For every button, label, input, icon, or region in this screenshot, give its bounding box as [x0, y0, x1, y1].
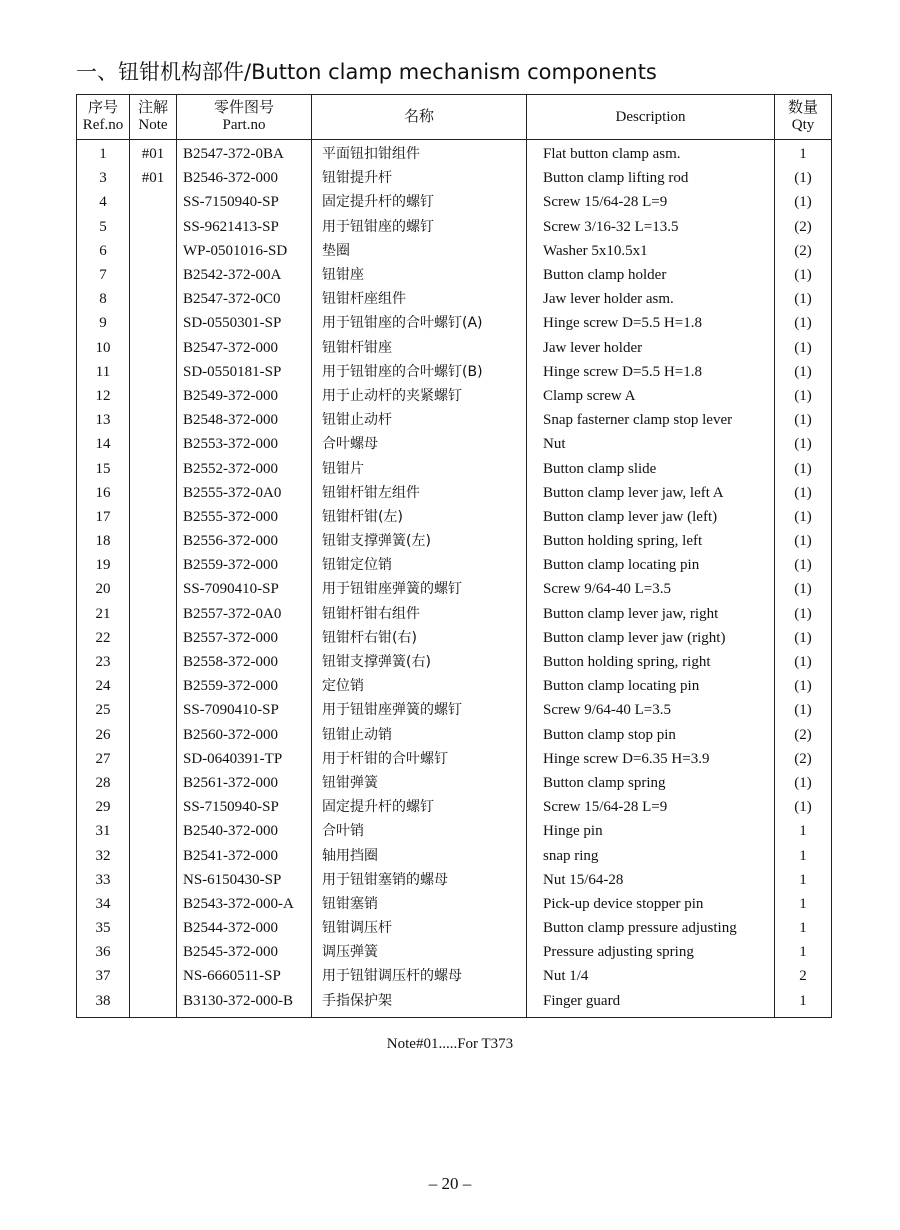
- table-row: [77, 140, 832, 167]
- cell-name: 用于止动杆的夹紧螺钉: [312, 384, 527, 408]
- cell-ref: 12: [77, 384, 130, 408]
- cell-qty: (2): [775, 747, 832, 771]
- header-qty-en: Qty: [791, 117, 815, 133]
- cell-note: [130, 215, 177, 239]
- cell-description: Hinge screw D=5.5 H=1.8: [527, 360, 775, 384]
- cell-part-no: B2549-372-000: [177, 384, 312, 408]
- table-row: [77, 650, 832, 674]
- cell-note: [130, 940, 177, 964]
- cell-qty: (2): [775, 239, 832, 263]
- cell-name: 调压弹簧: [312, 940, 527, 964]
- cell-description: Button clamp stop pin: [527, 723, 775, 747]
- cell-part-no: B2556-372-000: [177, 529, 312, 553]
- cell-note: [130, 505, 177, 529]
- cell-part-no: B2553-372-000: [177, 432, 312, 456]
- cell-name: 用于杆钳的合叶螺钉: [312, 747, 527, 771]
- cell-ref: 8: [77, 287, 130, 311]
- cell-name: 钮钳杆座组件: [312, 287, 527, 311]
- cell-qty: 1: [775, 843, 832, 867]
- header-ref-en: Ref.no: [82, 117, 124, 133]
- cell-qty: (1): [775, 336, 832, 360]
- cell-part-no: B2541-372-000: [177, 843, 312, 867]
- cell-part-no: B2560-372-000: [177, 723, 312, 747]
- cell-note: [130, 819, 177, 843]
- cell-note: [130, 456, 177, 480]
- table-row: [77, 698, 832, 722]
- cell-part-no: B2547-372-000: [177, 336, 312, 360]
- cell-ref: 3: [77, 166, 130, 190]
- cell-ref: 5: [77, 215, 130, 239]
- cell-qty: (1): [775, 432, 832, 456]
- cell-note: [130, 384, 177, 408]
- table-row: [77, 674, 832, 698]
- cell-name: 合叶销: [312, 819, 527, 843]
- cell-note: [130, 868, 177, 892]
- table-row: [77, 989, 832, 1018]
- cell-part-no: NS-6150430-SP: [177, 868, 312, 892]
- table-row: [77, 577, 832, 601]
- cell-part-no: B2559-372-000: [177, 553, 312, 577]
- cell-part-no: SD-0640391-TP: [177, 747, 312, 771]
- table-row: [77, 553, 832, 577]
- cell-description: Screw 9/64-40 L=3.5: [527, 698, 775, 722]
- cell-qty: (1): [775, 553, 832, 577]
- table-row: [77, 795, 832, 819]
- cell-part-no: SS-9621413-SP: [177, 215, 312, 239]
- table-row: [77, 215, 832, 239]
- cell-description: Jaw lever holder: [527, 336, 775, 360]
- cell-note: [130, 698, 177, 722]
- cell-part-no: B2547-372-0C0: [177, 287, 312, 311]
- table-row: [77, 263, 832, 287]
- cell-ref: 32: [77, 843, 130, 867]
- cell-qty: (1): [775, 698, 832, 722]
- cell-note: [130, 432, 177, 456]
- cell-description: Washer 5x10.5x1: [527, 239, 775, 263]
- cell-part-no: B3130-372-000-B: [177, 989, 312, 1018]
- cell-part-no: B2557-372-0A0: [177, 602, 312, 626]
- cell-ref: 11: [77, 360, 130, 384]
- cell-description: Button clamp lever jaw, right: [527, 602, 775, 626]
- cell-qty: (2): [775, 723, 832, 747]
- cell-name: 钮钳杆钳座: [312, 336, 527, 360]
- cell-qty: (1): [775, 263, 832, 287]
- cell-ref: 13: [77, 408, 130, 432]
- cell-ref: 34: [77, 892, 130, 916]
- cell-ref: 31: [77, 819, 130, 843]
- header-ref: [77, 95, 130, 140]
- table-row: [77, 892, 832, 916]
- cell-ref: 38: [77, 989, 130, 1018]
- cell-ref: 16: [77, 481, 130, 505]
- cell-qty: (1): [775, 456, 832, 480]
- cell-note: [130, 263, 177, 287]
- cell-note: [130, 190, 177, 214]
- cell-name: 钮钳片: [312, 456, 527, 480]
- cell-qty: 1: [775, 892, 832, 916]
- cell-ref: 4: [77, 190, 130, 214]
- cell-part-no: B2552-372-000: [177, 456, 312, 480]
- cell-ref: 6: [77, 239, 130, 263]
- table-row: [77, 456, 832, 480]
- cell-name: 用于钮钳座的螺钉: [312, 215, 527, 239]
- cell-description: Button clamp lever jaw (right): [527, 626, 775, 650]
- cell-description: Button clamp lifting rod: [527, 166, 775, 190]
- table-row: [77, 916, 832, 940]
- cell-ref: 19: [77, 553, 130, 577]
- cell-qty: (2): [775, 215, 832, 239]
- cell-description: Nut 15/64-28: [527, 868, 775, 892]
- cell-qty: (1): [775, 190, 832, 214]
- table-row: [77, 505, 832, 529]
- cell-qty: 1: [775, 140, 832, 167]
- cell-name: 固定提升杆的螺钉: [312, 190, 527, 214]
- cell-name: 钮钳弹簧: [312, 771, 527, 795]
- cell-name: 用于钮钳座的合叶螺钉(B): [312, 360, 527, 384]
- cell-name: 钮钳塞销: [312, 892, 527, 916]
- cell-name: 用于钮钳座弹簧的螺钉: [312, 577, 527, 601]
- cell-ref: 20: [77, 577, 130, 601]
- cell-name: 钮钳定位销: [312, 553, 527, 577]
- cell-part-no: SS-7150940-SP: [177, 795, 312, 819]
- header-note-en: Note: [138, 117, 168, 133]
- cell-ref: 27: [77, 747, 130, 771]
- cell-name: 钮钳止动销: [312, 723, 527, 747]
- cell-qty: (1): [775, 505, 832, 529]
- cell-description: Button clamp pressure adjusting: [527, 916, 775, 940]
- cell-ref: 35: [77, 916, 130, 940]
- cell-note: [130, 795, 177, 819]
- cell-qty: (1): [775, 650, 832, 674]
- header-part-cn: 零件图号: [213, 100, 274, 116]
- cell-name: 合叶螺母: [312, 432, 527, 456]
- cell-note: [130, 481, 177, 505]
- cell-qty: (1): [775, 602, 832, 626]
- cell-qty: (1): [775, 626, 832, 650]
- table-row: [77, 287, 832, 311]
- cell-name: 用于钮钳座的合叶螺钉(A): [312, 311, 527, 335]
- cell-qty: (1): [775, 360, 832, 384]
- table-row: [77, 166, 832, 190]
- cell-ref: 22: [77, 626, 130, 650]
- cell-ref: 10: [77, 336, 130, 360]
- footnote: Note#01.....For T373: [386, 1036, 514, 1052]
- table-body: [77, 140, 832, 1018]
- parts-table: [76, 94, 832, 1018]
- cell-note: [130, 674, 177, 698]
- cell-name: 钮钳杆钳右组件: [312, 602, 527, 626]
- cell-name: 钮钳座: [312, 263, 527, 287]
- cell-note: [130, 602, 177, 626]
- cell-description: Nut 1/4: [527, 964, 775, 988]
- cell-note: [130, 650, 177, 674]
- table-row: [77, 360, 832, 384]
- cell-name: 钮钳杆钳(左): [312, 505, 527, 529]
- cell-description: Flat button clamp asm.: [527, 140, 775, 167]
- cell-name: 钮钳支撑弹簧(右): [312, 650, 527, 674]
- table-row: [77, 626, 832, 650]
- cell-qty: (1): [775, 577, 832, 601]
- cell-part-no: B2544-372-000: [177, 916, 312, 940]
- table-row: [77, 771, 832, 795]
- cell-qty: (1): [775, 408, 832, 432]
- cell-qty: 1: [775, 989, 832, 1018]
- cell-note: [130, 311, 177, 335]
- header-name: 名称: [312, 95, 527, 140]
- cell-part-no: B2543-372-000-A: [177, 892, 312, 916]
- cell-part-no: SS-7090410-SP: [177, 577, 312, 601]
- cell-part-no: B2561-372-000: [177, 771, 312, 795]
- cell-description: Button clamp locating pin: [527, 553, 775, 577]
- cell-description: Hinge screw D=5.5 H=1.8: [527, 311, 775, 335]
- cell-part-no: WP-0501016-SD: [177, 239, 312, 263]
- cell-ref: 29: [77, 795, 130, 819]
- cell-qty: (1): [775, 795, 832, 819]
- cell-ref: 36: [77, 940, 130, 964]
- cell-note: [130, 239, 177, 263]
- cell-part-no: B2546-372-000: [177, 166, 312, 190]
- cell-description: Button holding spring, right: [527, 650, 775, 674]
- cell-part-no: B2547-372-0BA: [177, 140, 312, 167]
- table-row: [77, 336, 832, 360]
- cell-description: Jaw lever holder asm.: [527, 287, 775, 311]
- cell-note: [130, 529, 177, 553]
- cell-qty: 1: [775, 868, 832, 892]
- cell-ref: 14: [77, 432, 130, 456]
- cell-name: 定位销: [312, 674, 527, 698]
- table-row: [77, 481, 832, 505]
- cell-part-no: SD-0550181-SP: [177, 360, 312, 384]
- table-row: [77, 723, 832, 747]
- table-row: [77, 190, 832, 214]
- cell-note: #01: [130, 166, 177, 190]
- cell-name: 用于钮钳调压杆的螺母: [312, 964, 527, 988]
- cell-qty: (1): [775, 771, 832, 795]
- cell-description: Screw 15/64-28 L=9: [527, 190, 775, 214]
- cell-part-no: B2540-372-000: [177, 819, 312, 843]
- cell-description: Button clamp slide: [527, 456, 775, 480]
- cell-name: 钮钳调压杆: [312, 916, 527, 940]
- cell-part-no: B2555-372-0A0: [177, 481, 312, 505]
- cell-qty: 2: [775, 964, 832, 988]
- cell-note: [130, 892, 177, 916]
- cell-ref: 23: [77, 650, 130, 674]
- header-note: [130, 95, 177, 140]
- cell-ref: 26: [77, 723, 130, 747]
- cell-note: [130, 360, 177, 384]
- cell-note: [130, 843, 177, 867]
- cell-note: [130, 408, 177, 432]
- cell-part-no: B2559-372-000: [177, 674, 312, 698]
- cell-part-no: B2557-372-000: [177, 626, 312, 650]
- cell-description: Finger guard: [527, 989, 775, 1018]
- cell-qty: (1): [775, 166, 832, 190]
- cell-note: [130, 553, 177, 577]
- cell-description: Snap fasterner clamp stop lever: [527, 408, 775, 432]
- table-row: [77, 747, 832, 771]
- cell-note: [130, 771, 177, 795]
- cell-note: [130, 577, 177, 601]
- page-title: 一、钮钳机构部件/Button clamp mechanism components: [76, 60, 657, 84]
- cell-description: Button clamp lever jaw (left): [527, 505, 775, 529]
- cell-qty: (1): [775, 674, 832, 698]
- cell-ref: 33: [77, 868, 130, 892]
- cell-part-no: SS-7090410-SP: [177, 698, 312, 722]
- cell-name: 用于钮钳座弹簧的螺钉: [312, 698, 527, 722]
- cell-qty: (1): [775, 384, 832, 408]
- header-part: [177, 95, 312, 140]
- cell-name: 平面钮扣钳组件: [312, 140, 527, 167]
- cell-ref: 1: [77, 140, 130, 167]
- cell-ref: 7: [77, 263, 130, 287]
- cell-name: 钮钳支撑弹簧(左): [312, 529, 527, 553]
- cell-part-no: NS-6660511-SP: [177, 964, 312, 988]
- cell-name: 手指保护架: [312, 989, 527, 1018]
- cell-name: 轴用挡圈: [312, 843, 527, 867]
- cell-ref: 28: [77, 771, 130, 795]
- cell-note: [130, 336, 177, 360]
- cell-description: Button holding spring, left: [527, 529, 775, 553]
- cell-part-no: B2542-372-00A: [177, 263, 312, 287]
- cell-ref: 9: [77, 311, 130, 335]
- cell-name: 固定提升杆的螺钉: [312, 795, 527, 819]
- cell-ref: 21: [77, 602, 130, 626]
- cell-description: Pressure adjusting spring: [527, 940, 775, 964]
- header-description: Description: [527, 95, 775, 140]
- cell-description: Button clamp lever jaw, left A: [527, 481, 775, 505]
- cell-qty: (1): [775, 311, 832, 335]
- cell-part-no: B2558-372-000: [177, 650, 312, 674]
- cell-description: Button clamp spring: [527, 771, 775, 795]
- table-row: [77, 432, 832, 456]
- cell-part-no: B2545-372-000: [177, 940, 312, 964]
- cell-name: 钮钳止动杆: [312, 408, 527, 432]
- table-row: [77, 529, 832, 553]
- cell-part-no: SD-0550301-SP: [177, 311, 312, 335]
- table-row: [77, 311, 832, 335]
- cell-description: Button clamp holder: [527, 263, 775, 287]
- cell-qty: 1: [775, 819, 832, 843]
- table-row: [77, 868, 832, 892]
- table-row: [77, 408, 832, 432]
- header-part-en: Part.no: [222, 117, 266, 133]
- cell-description: snap ring: [527, 843, 775, 867]
- cell-name: 钮钳杆右钳(右): [312, 626, 527, 650]
- cell-note: [130, 723, 177, 747]
- cell-description: Screw 9/64-40 L=3.5: [527, 577, 775, 601]
- cell-ref: 37: [77, 964, 130, 988]
- cell-note: [130, 916, 177, 940]
- cell-name: 钮钳提升杆: [312, 166, 527, 190]
- cell-ref: 18: [77, 529, 130, 553]
- table-row: [77, 239, 832, 263]
- page-number: – 20 –: [428, 1174, 472, 1193]
- cell-name: 垫圈: [312, 239, 527, 263]
- table-row: [77, 843, 832, 867]
- cell-description: Pick-up device stopper pin: [527, 892, 775, 916]
- cell-description: Hinge screw D=6.35 H=3.9: [527, 747, 775, 771]
- cell-description: Screw 15/64-28 L=9: [527, 795, 775, 819]
- cell-part-no: SS-7150940-SP: [177, 190, 312, 214]
- header-qty: [775, 95, 832, 140]
- cell-note: [130, 626, 177, 650]
- cell-ref: 17: [77, 505, 130, 529]
- cell-note: [130, 989, 177, 1018]
- table-row: [77, 602, 832, 626]
- cell-note: [130, 964, 177, 988]
- table-row: [77, 940, 832, 964]
- cell-description: Button clamp locating pin: [527, 674, 775, 698]
- cell-description: Nut: [527, 432, 775, 456]
- cell-ref: 25: [77, 698, 130, 722]
- cell-description: Screw 3/16-32 L=13.5: [527, 215, 775, 239]
- cell-ref: 24: [77, 674, 130, 698]
- cell-name: 钮钳杆钳左组件: [312, 481, 527, 505]
- cell-description: Hinge pin: [527, 819, 775, 843]
- cell-ref: 15: [77, 456, 130, 480]
- cell-qty: (1): [775, 529, 832, 553]
- table-row: [77, 964, 832, 988]
- cell-note: #01: [130, 140, 177, 167]
- table-header: [77, 95, 832, 140]
- cell-qty: (1): [775, 287, 832, 311]
- cell-description: Clamp screw A: [527, 384, 775, 408]
- cell-part-no: B2555-372-000: [177, 505, 312, 529]
- header-note-cn: 注解: [137, 100, 168, 116]
- cell-part-no: B2548-372-000: [177, 408, 312, 432]
- table-row: [77, 384, 832, 408]
- cell-qty: (1): [775, 481, 832, 505]
- cell-name: 用于钮钳塞销的螺母: [312, 868, 527, 892]
- cell-qty: 1: [775, 916, 832, 940]
- cell-qty: 1: [775, 940, 832, 964]
- table-row: [77, 819, 832, 843]
- header-ref-cn: 序号: [87, 100, 118, 116]
- cell-note: [130, 747, 177, 771]
- cell-note: [130, 287, 177, 311]
- header-qty-cn: 数量: [787, 100, 818, 116]
